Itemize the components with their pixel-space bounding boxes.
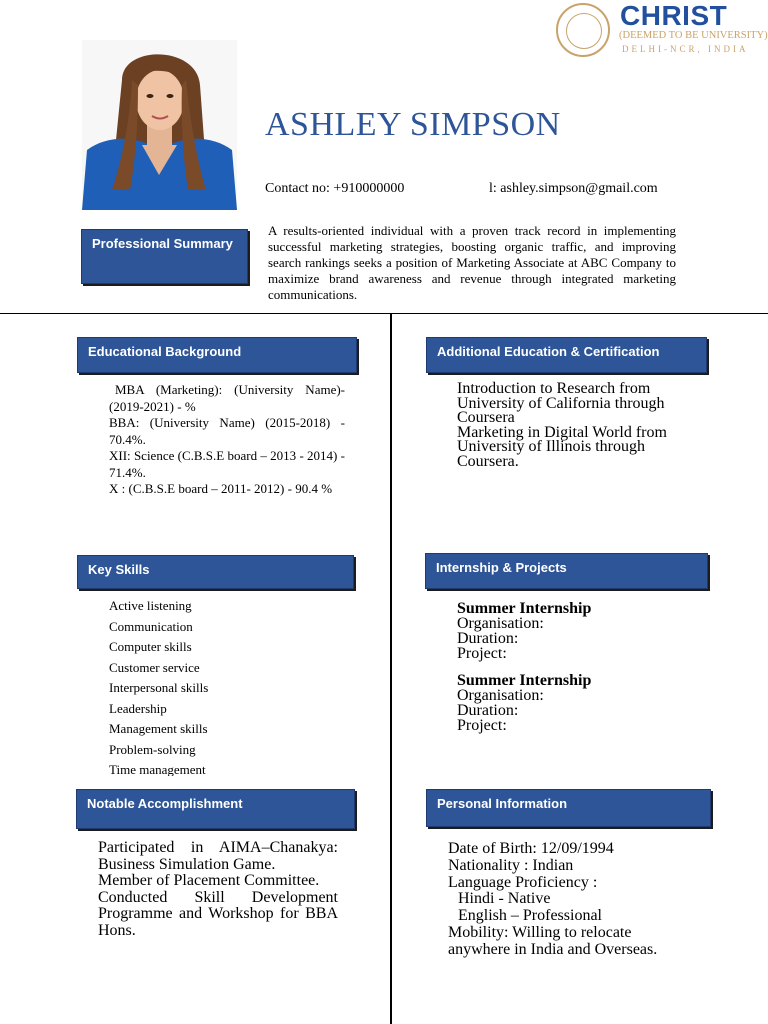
certification-item: Marketing in Digital World from University of Illinois through Coursera. — [457, 423, 667, 470]
vertical-divider — [390, 313, 392, 1024]
personal-language-hindi: Hindi - Native — [458, 890, 551, 908]
internship-org: Organisation: — [457, 615, 544, 632]
personal-info — [448, 841, 668, 959]
skill-item: Customer service — [109, 659, 200, 675]
education-header — [77, 337, 357, 373]
personal-mobility: Mobility: Willing to relocate anywhere in India and Overseas. — [448, 923, 658, 958]
contact-number: Contact no: +910000000 — [265, 181, 405, 196]
skill-item: Time management — [109, 762, 206, 776]
profile-photo — [82, 40, 237, 210]
skills-header-label: Key Skills — [88, 562, 150, 577]
internship-title: Summer Internship — [457, 672, 592, 689]
accomplishment-header — [76, 789, 355, 829]
summary-text — [268, 225, 676, 305]
certification-list — [457, 382, 702, 469]
internship-header-label: Internship & Projects — [436, 560, 567, 575]
certification-header — [426, 337, 707, 373]
accomplishment-item: Member of Placement Committee. — [98, 872, 320, 889]
personal-header — [426, 789, 711, 827]
personal-dob: Date of Birth: 12/09/1994 — [448, 840, 614, 857]
skills-header — [77, 555, 354, 589]
skill-item: Active listening — [109, 598, 192, 613]
university-subtitle: (DEEMED TO BE UNIVERSITY) — [619, 30, 768, 41]
skill-item: Problem-solving — [109, 741, 196, 757]
education-list — [109, 382, 345, 498]
accomplishment-list — [98, 840, 338, 939]
summary-paragraph: A results-oriented individual with a proven track record in implementing successful marketing strategies, boosting organic traffic, and improving search rankings seeks a position of Marketing Associate at ABC Company to maximize brand awareness and revenue through integrated marketing communications. — [268, 225, 676, 302]
university-location: DELHI-NCR, INDIA — [622, 44, 749, 54]
skill-item: Interpersonal skills — [109, 680, 209, 695]
skill-item: Computer skills — [109, 639, 192, 654]
summary-header — [81, 229, 248, 284]
internship-entry — [457, 673, 697, 733]
personal-language-label: Language Proficiency : — [448, 873, 598, 891]
internship-project: Project: — [457, 645, 507, 662]
education-item: BBA: (University Name) (2015-2018) - 70.4%. — [109, 415, 345, 447]
certification-header-label: Additional Education & Certification — [437, 344, 660, 359]
candidate-name: ASHLEY SIMPSON — [265, 106, 561, 143]
accomplishment-header-label: Notable Accomplishment — [87, 796, 243, 811]
internship-header — [425, 553, 708, 589]
education-item: MBA (Marketing): (University Name)- (2019-2021) - % — [109, 382, 345, 414]
skill-item: Leadership — [109, 700, 167, 716]
skill-item: Communication — [109, 618, 193, 634]
education-item: XII: Science (C.B.S.E board – 2013 - 2014) - 71.4%. — [109, 448, 345, 480]
university-name: CHRIST — [620, 0, 728, 31]
internship-project: Project: — [457, 717, 507, 734]
skills-list — [109, 596, 339, 776]
university-seal-icon — [556, 3, 610, 57]
personal-header-label: Personal Information — [437, 796, 568, 811]
internship-duration: Duration: — [457, 702, 519, 719]
personal-nationality: Nationality : Indian — [448, 856, 574, 874]
email-address: l: ashley.simpson@gmail.com — [489, 181, 658, 196]
personal-language-english: English – Professional — [458, 907, 602, 925]
internship-entry — [457, 601, 697, 661]
accomplishment-item: Conducted Skill Development Programme and Workshop for BBA Hons. — [98, 888, 338, 939]
summary-header-label: Professional Summary — [92, 236, 233, 251]
education-header-label: Educational Background — [88, 344, 242, 359]
certification-item: Introduction to Research from University of California through Coursera — [457, 380, 665, 426]
education-item: X : (C.B.S.E board – 2011- 2012) - 90.4 % — [109, 481, 333, 496]
internship-org: Organisation: — [457, 687, 544, 704]
internship-title: Summer Internship — [457, 600, 592, 617]
accomplishment-item: Participated in AIMA–Chanakya: Business Simulation Game. — [98, 839, 338, 873]
skill-item: Management skills — [109, 721, 208, 736]
horizontal-divider — [0, 313, 768, 314]
internship-duration: Duration: — [457, 630, 519, 647]
